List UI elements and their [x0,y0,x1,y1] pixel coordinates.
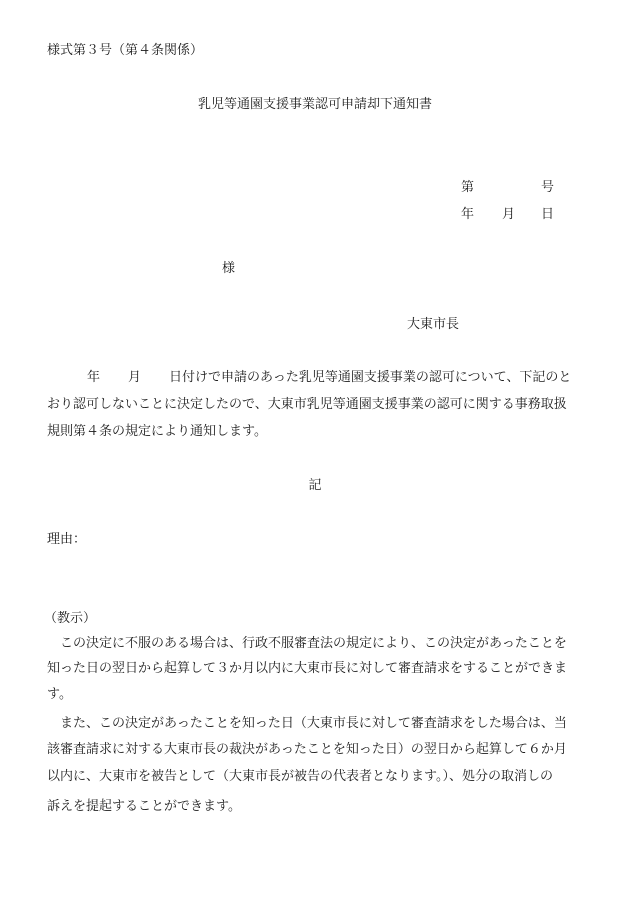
body-line-3: 規則第４条の規定により通知します。 [47,424,267,439]
body-line-2: おり認可しないことに決定したので、大東市乳児等通園支援事業の認可に関する事務取扱 [47,397,567,412]
reason-label: 理由： [47,532,87,547]
notice-line: す。 [47,687,72,702]
document-title: 乳児等通園支援事業認可申請却下通知書 [197,97,432,112]
body-year-label: 年 [87,370,101,385]
document-number-prefix: 第 [461,180,475,195]
form-number: 様式第３号（第４条関係） [47,43,204,58]
notice-line: 知った日の翌日から起算して３か月以内に大東市長に対して審査請求をすることができま [47,661,568,676]
notice-heading: （教示） [44,611,97,626]
notice-line: また、この決定があったことを知った日（大東市長に対して審査請求をした場合は、当 [47,716,567,731]
notice-line: 訴えを提起することができます。 [47,799,241,814]
body-month-label: 月 [128,370,142,385]
notice-line: 以内に、大東市を被告として（大東市長が被告の代表者となります。）、処分の取消しの [47,769,553,784]
body-line-1-text: 日付けで申請のあった乳児等通園支援事業の認可について、下記のと [169,370,572,385]
date-day-label: 日 [541,207,555,222]
date-year-label: 年 [461,207,475,222]
notice-line: この決定に不服のある場合は、行政不服審査法の規定により、この決定があったことを [47,636,567,651]
issuer-name: 大東市長 [407,317,460,332]
date-month-label: 月 [502,207,516,222]
ki-heading: 記 [308,478,322,493]
body-line-1 [47,371,581,384]
notice-line: 該審査請求に対する大東市長の裁決があったことを知った日）の翌日から起算して６か月 [47,742,567,757]
addressee-honorific: 様 [222,261,236,276]
document-number-suffix: 号 [541,180,555,195]
